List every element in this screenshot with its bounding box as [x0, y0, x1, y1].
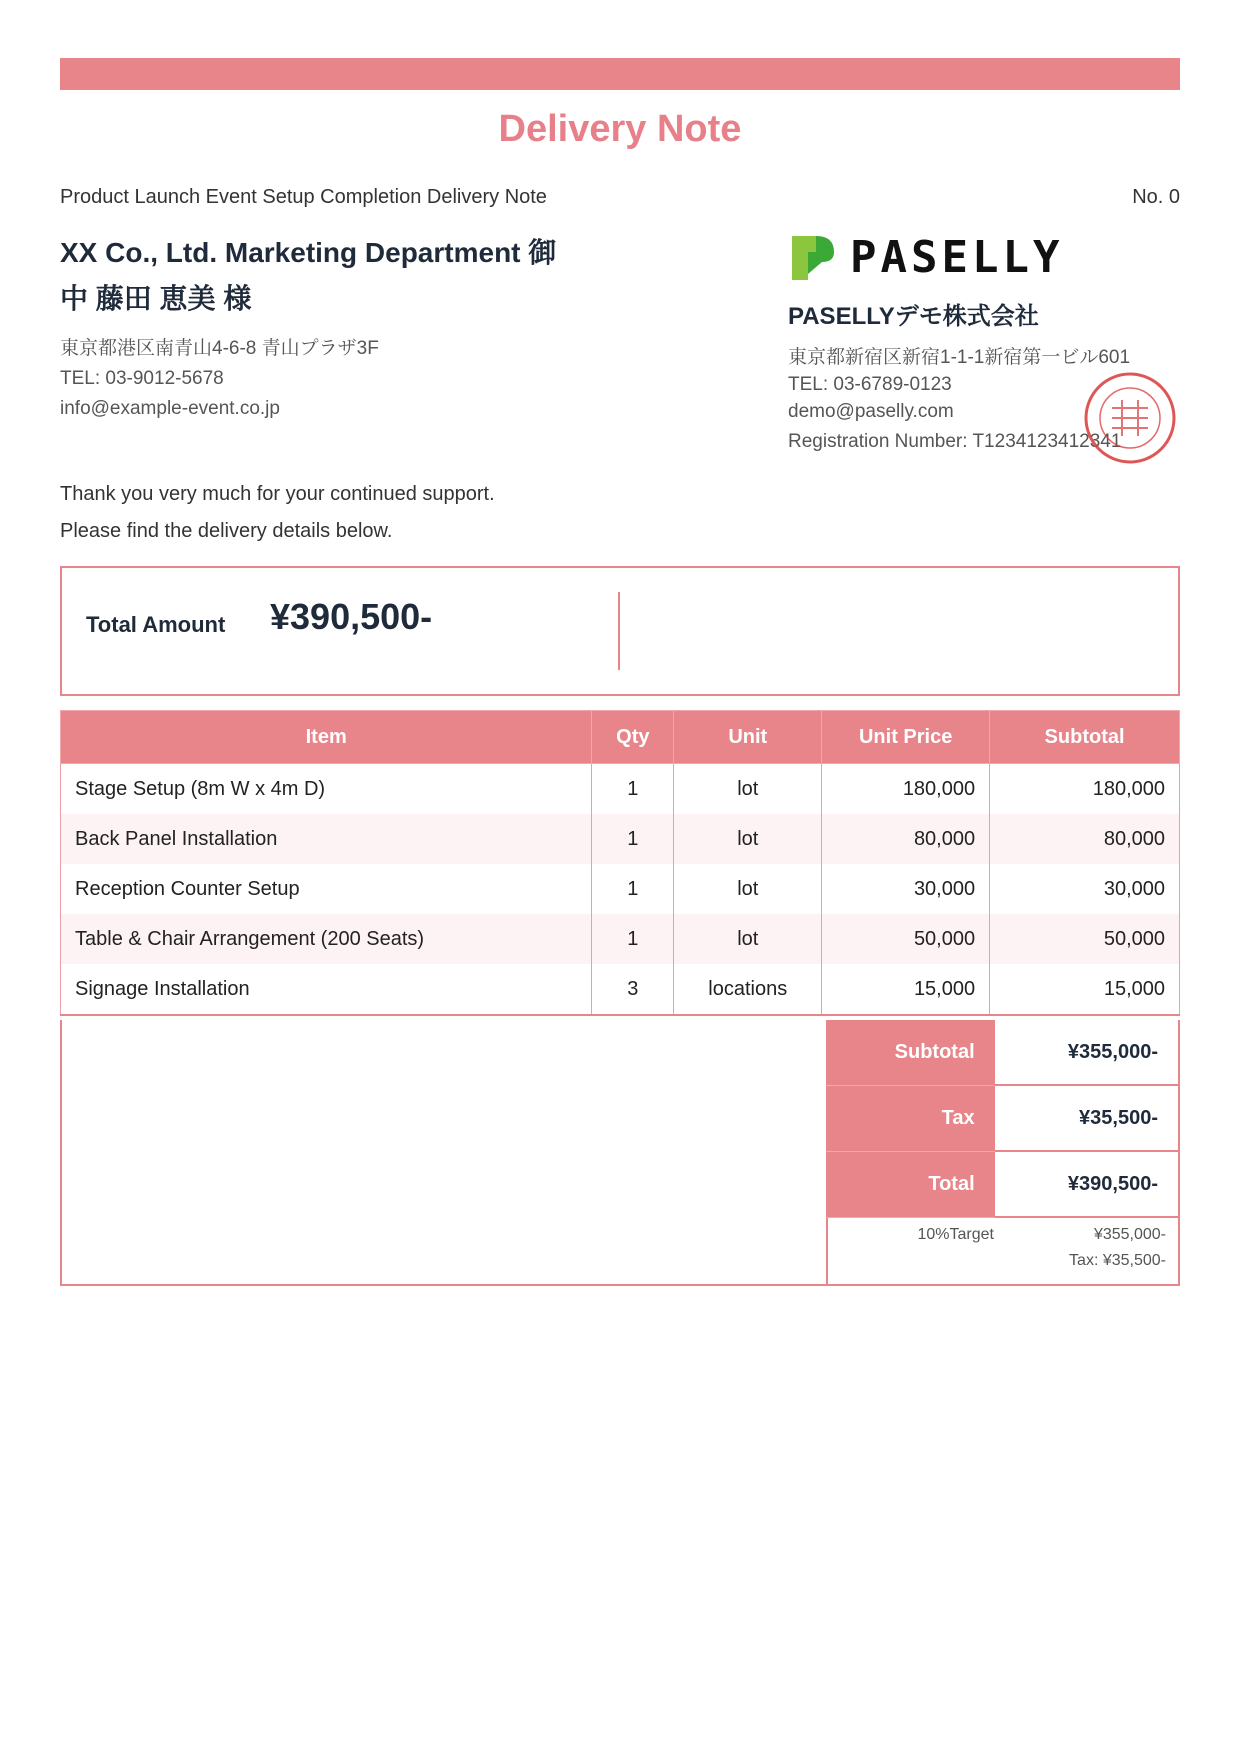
logo-wordmark: PASELLY [850, 231, 1064, 283]
cell-unit: locations [674, 964, 822, 1015]
company-tel: TEL: 03-6789-0123 [788, 374, 952, 395]
cell-unit: lot [674, 864, 822, 914]
table-row [61, 914, 1180, 964]
summary-row-subtotal [826, 1020, 1178, 1085]
company-email: demo@paselly.com [788, 401, 954, 422]
cell-subtotal: 50,000 [990, 914, 1180, 964]
table-row [61, 764, 1180, 815]
cell-unit: lot [674, 814, 822, 864]
company-name: PASELLYデモ株式会社 [788, 303, 1039, 330]
cell-item: Reception Counter Setup [61, 864, 592, 914]
client-tel: TEL: 03-9012-5678 [60, 368, 224, 389]
client-contact [60, 334, 379, 424]
cell-unit-price: 15,000 [822, 964, 990, 1015]
summary-row-total [826, 1151, 1178, 1217]
cell-qty: 3 [592, 964, 674, 1015]
greeting-text [60, 476, 495, 550]
cell-qty: 1 [592, 914, 674, 964]
cell-qty: 1 [592, 764, 674, 815]
cell-unit-price: 180,000 [822, 764, 990, 815]
document-title: Delivery Note [498, 108, 742, 150]
summary-total-label: Total [826, 1151, 995, 1217]
cell-unit: lot [674, 914, 822, 964]
cell-item: Table & Chair Arrangement (200 Seats) [61, 914, 592, 964]
company-address: 東京都新宿区新宿1-1-1新宿第一ビル601 [788, 347, 1131, 368]
summary-subtotal-label: Subtotal [826, 1020, 995, 1085]
cell-unit-price: 80,000 [822, 814, 990, 864]
company-seal-stamp [1082, 370, 1178, 466]
cell-unit: lot [674, 764, 822, 815]
total-box-divider [618, 592, 620, 670]
cell-qty: 1 [592, 864, 674, 914]
summary-total-value: ¥390,500- [995, 1151, 1178, 1217]
company-contact [788, 344, 1130, 425]
header-unit-price: Unit Price [822, 711, 990, 764]
tax-base-amount: ¥355,000- [1093, 1226, 1166, 1243]
registration-number: Registration Number: T1234123412341 [788, 431, 1122, 452]
table-row [61, 964, 1180, 1015]
summary-tax-label: Tax [826, 1085, 995, 1151]
tax-rate-label: 10%Target [917, 1226, 994, 1243]
cell-unit-price: 30,000 [822, 864, 990, 914]
total-amount-label: Total Amount [86, 612, 226, 637]
items-table [60, 710, 1180, 1016]
header-accent-bar [60, 58, 1180, 90]
client-name-line1: XX Co., Ltd. Marketing Department 御 [60, 237, 557, 268]
table-row [61, 864, 1180, 914]
header-subtotal: Subtotal [990, 711, 1180, 764]
cell-item: Stage Setup (8m W x 4m D) [61, 764, 592, 815]
summary-row-tax [826, 1085, 1178, 1151]
client-address: 東京都港区南青山4-6-8 青山プラザ3F [60, 338, 379, 359]
client-name [60, 230, 620, 322]
total-amount-value: ¥390,500- [270, 596, 433, 637]
cell-subtotal: 180,000 [990, 764, 1180, 815]
header-item: Item [61, 711, 592, 764]
cell-subtotal: 80,000 [990, 814, 1180, 864]
cell-subtotal: 30,000 [990, 864, 1180, 914]
table-row [61, 814, 1180, 864]
summary-table [826, 1020, 1178, 1218]
summary-subtotal-value: ¥355,000- [995, 1020, 1178, 1085]
cell-qty: 1 [592, 814, 674, 864]
header-qty: Qty [592, 711, 674, 764]
tax-amount: Tax: ¥35,500- [1069, 1252, 1166, 1269]
total-amount-box [60, 566, 1180, 696]
cell-subtotal: 15,000 [990, 964, 1180, 1015]
items-table-header [61, 711, 1180, 764]
cell-item: Back Panel Installation [61, 814, 592, 864]
document-number: No. 0 [1132, 186, 1180, 208]
client-email: info@example-event.co.jp [60, 398, 280, 419]
summary-section [60, 1020, 1180, 1286]
cell-unit-price: 50,000 [822, 914, 990, 964]
paselly-leaf-icon [788, 230, 838, 284]
company-logo [788, 230, 1063, 284]
client-name-line2: 中 藤田 恵美 様 [60, 283, 252, 314]
greeting-line2: Please find the delivery details below. [60, 520, 393, 542]
greeting-line1: Thank you very much for your continued support. [60, 483, 495, 505]
header-unit: Unit [674, 711, 822, 764]
summary-tax-value: ¥35,500- [995, 1085, 1178, 1151]
cell-item: Signage Installation [61, 964, 592, 1015]
document-subject: Product Launch Event Setup Completion Delivery Note [60, 186, 547, 208]
